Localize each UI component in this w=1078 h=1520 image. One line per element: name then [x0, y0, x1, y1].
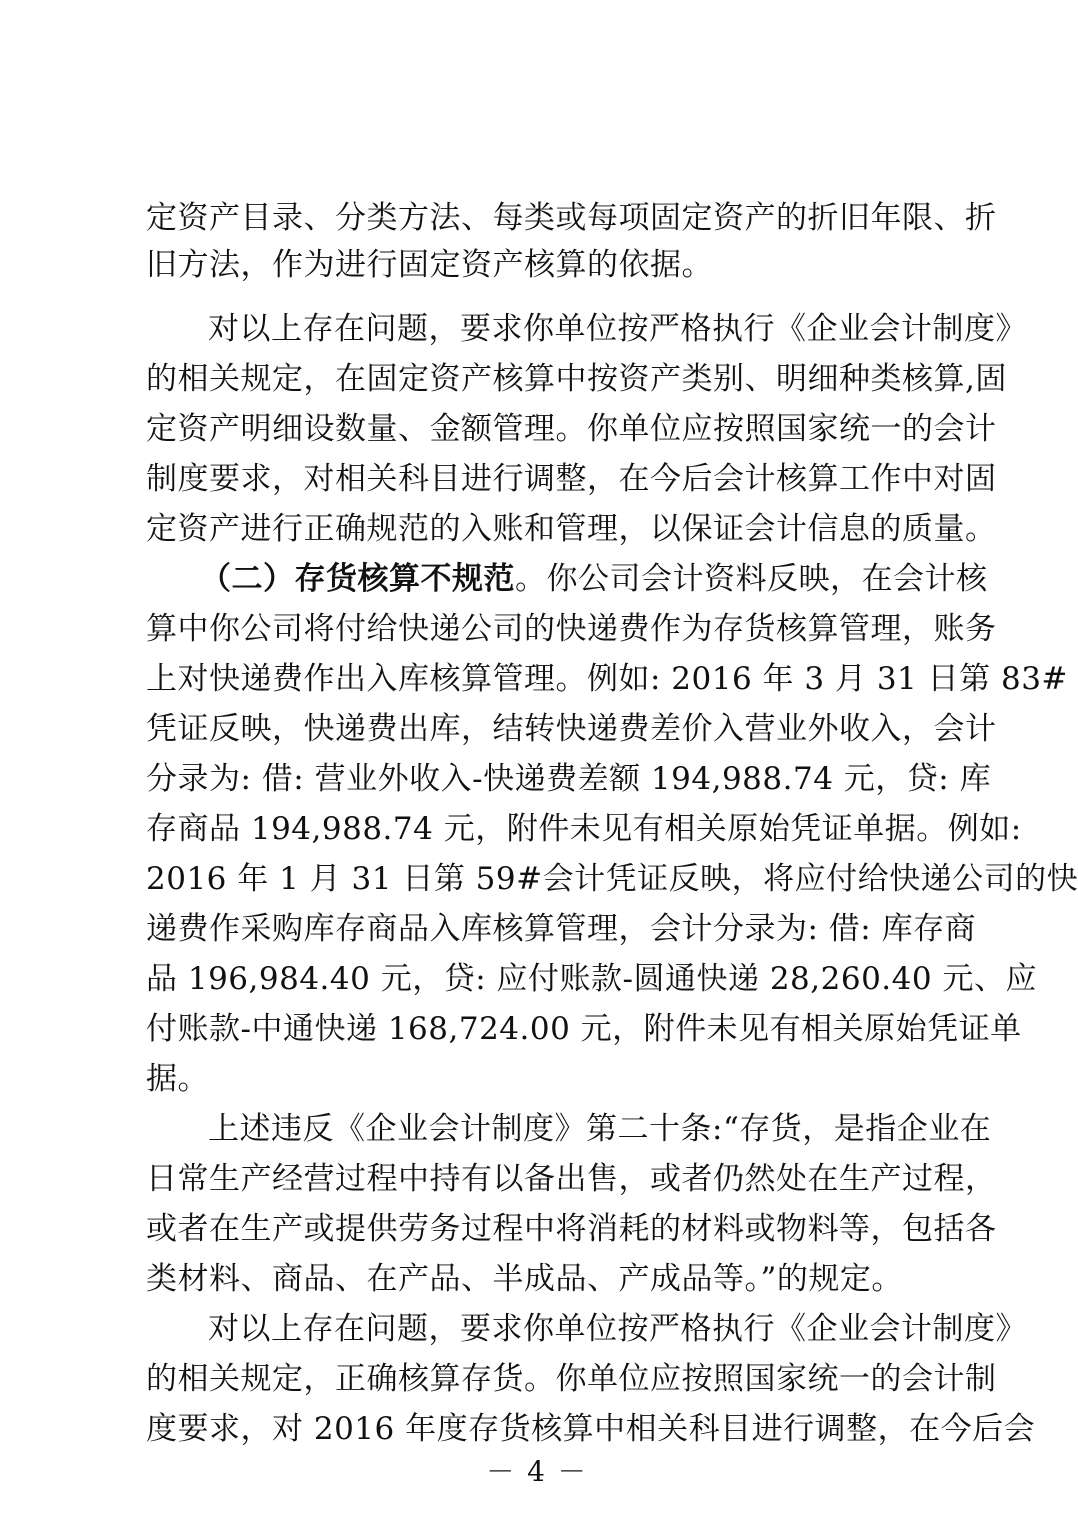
body-line: 品 196,984.40 元，贷: 应付账款-圆通快递 28,260.40 元、应: [146, 961, 1037, 997]
paragraph-start-line: 对以上存在问题，要求你单位按严格执行《企业会计制度》: [208, 311, 1027, 347]
body-line: 旧方法，作为进行固定资产核算的依据。: [146, 247, 713, 283]
section-heading-line: [200, 554, 988, 604]
body-line: 制度要求，对相关科目进行调整，在今后会计核算工作中对固: [146, 461, 997, 497]
body-line: 定资产进行正确规范的入账和管理，以保证会计信息的质量。: [146, 511, 997, 547]
body-line: 或者在生产或提供劳务过程中将消耗的材料或物料等，包括各: [146, 1211, 997, 1247]
page-number: － 4 －: [486, 1455, 588, 1488]
body-line: 递费作采购库存商品入库核算管理，会计分录为: 借: 库存商: [146, 911, 977, 947]
body-line: 算中你公司将付给快递公司的快递费作为存货核算管理，账务: [146, 611, 997, 647]
body-line: 的相关规定，正确核算存货。你单位应按照国家统一的会计制: [146, 1361, 997, 1397]
body-line: 定资产明细设数量、金额管理。你单位应按照国家统一的会计: [146, 411, 997, 447]
body-line: 日常生产经营过程中持有以备出售，或者仍然处在生产过程，: [146, 1161, 997, 1197]
body-line: 上对快递费作出入库核算管理。例如: 2016 年 3 月 31 日第 83#: [146, 661, 1068, 697]
body-line: 付账款-中通快递 168,724.00 元，附件未见有相关原始凭证单: [146, 1011, 1022, 1047]
body-line: 类材料、商品、在产品、半成品、产成品等。”的规定。: [146, 1261, 903, 1297]
body-line: 据。: [146, 1061, 209, 1097]
body-line: 凭证反映，快递费出库，结转快递费差价入营业外收入，会计: [146, 711, 997, 747]
body-line: 定资产目录、分类方法、每类或每项固定资产的折旧年限、折: [146, 200, 997, 236]
body-line: 分录为: 借: 营业外收入-快递费差额 194,988.74 元，贷: 库: [146, 761, 992, 797]
body-line: 存商品 194,988.74 元，附件未见有相关原始凭证单据。例如:: [146, 811, 1022, 847]
body-line: 度要求，对 2016 年度存货核算中相关科目进行调整，在今后会: [146, 1411, 1036, 1447]
body-line: 的相关规定，在固定资产核算中按资产类别、明细种类核算,固: [146, 361, 1007, 397]
paragraph-start-line: 对以上存在问题，要求你单位按严格执行《企业会计制度》: [208, 1311, 1027, 1347]
paragraph-start-line: 上述违反《企业会计制度》第二十条:“存货，是指企业在: [208, 1111, 992, 1147]
section-heading: （二）存货核算不规范: [200, 561, 515, 597]
section-heading-rest: 。你公司会计资料反映，在会计核: [515, 561, 988, 597]
body-line: 2016 年 1 月 31 日第 59#会计凭证反映，将应付给快递公司的快: [146, 861, 1078, 897]
